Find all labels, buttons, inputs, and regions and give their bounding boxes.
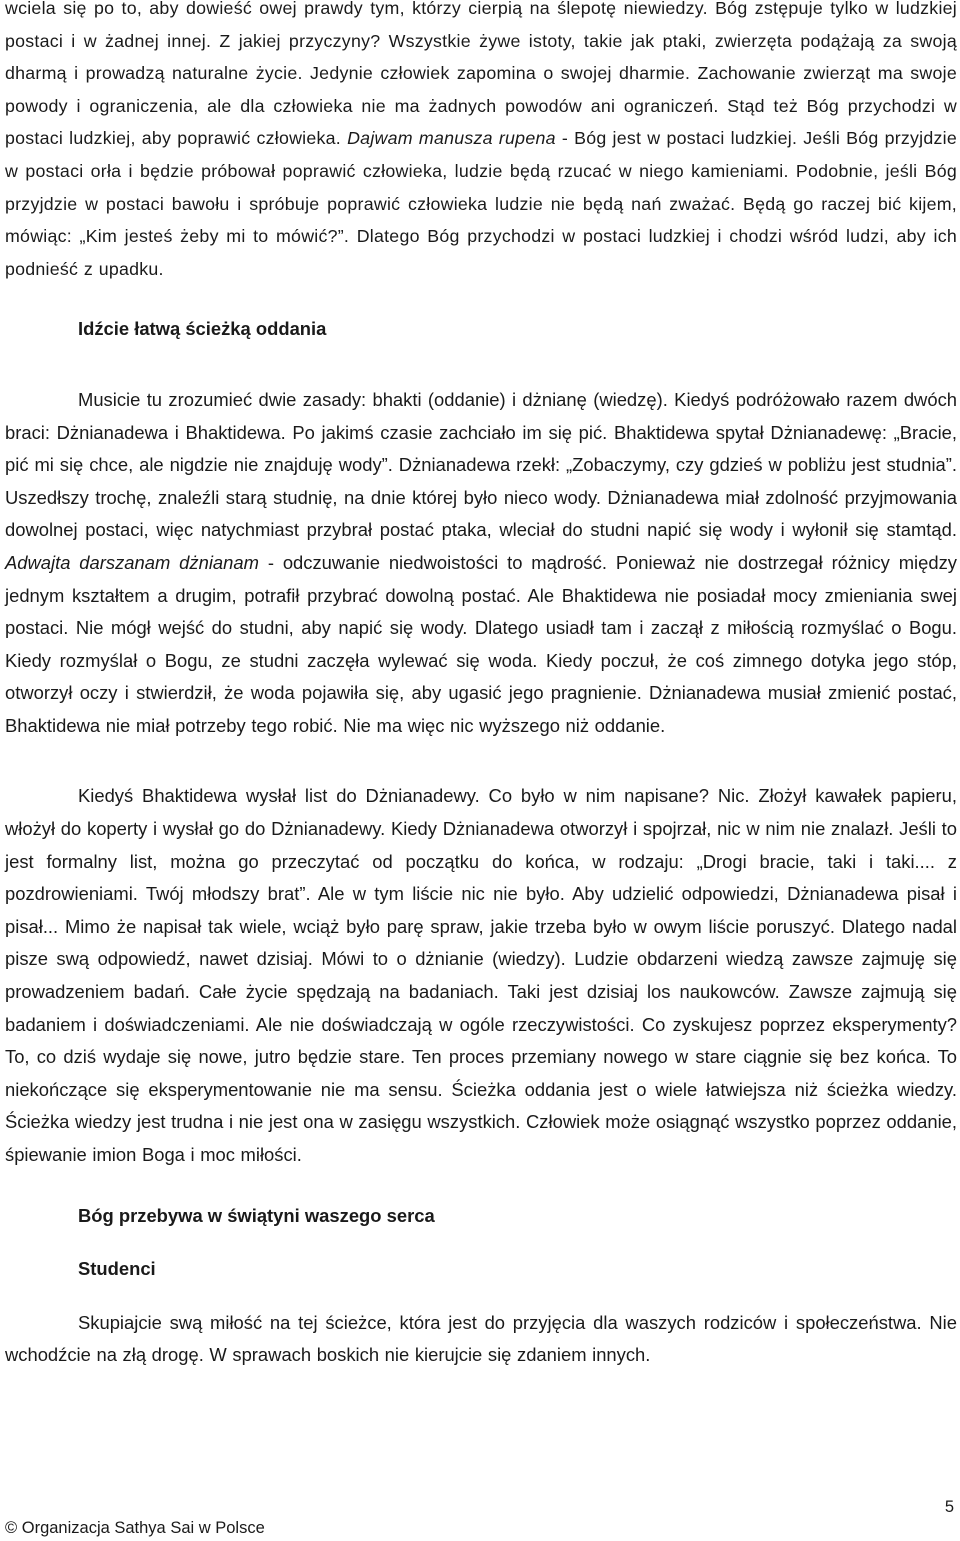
- document-body: [5, 0, 957, 1372]
- page-number: 5: [944, 1498, 954, 1516]
- paragraph-intro-text: wciela się po to, aby dowieść owej prawdy tym, którzy cierpią na ślepotę niewiedzy. Bóg zstępuje tylko w ludzkiej postaci i w żadnej innej. Z jakiej przyczyny? Wszystkie żywe istoty, takie jak ptaki, zwierzęta podążają za swoją dharmą i prowadzą naturalne życie. Jedynie człowiek zapomina o swojej dharmie.: [5, 0, 957, 84]
- sanskrit-phrase-dajwam: Dajwam manusza rupena: [347, 128, 556, 149]
- paragraph-animals-text: Zachowanie zwierząt ma swoje powody i ograniczenia, ale dla człowieka nie ma żadnych powodów ani ograniczeń. Stąd też Bóg przychodzi w postaci ludzkiej, aby poprawić człowieka.: [5, 63, 957, 149]
- paragraph-students: Skupiajcie swą miłość na tej ścieżce, która jest do przyjęcia dla waszych rodziców i społeczeństwa. Nie wchodźcie na złą drogę. W sprawach boskich nie kierujcie się zdaniem innych.: [5, 1311, 957, 1366]
- paragraph-letter: Kiedyś Bhaktidewa wysłał list do Dżnianadewy. Co było w nim napisane? Nic. Złożył kawałek papieru, włożył do koperty i wysłał go do Dżnianadewy. Kiedy Dżnianadewa otworzył i spojrzał, nic w nim nie znalazł. Jeśli to jest formalny list, można go przeczytać od początku do końca, w rodzaju: „Drogi bracie, taki i taki.... z pozdrowieniami. Twój młodszy brat”. Ale w tym liście nic nie było. Aby udzielić odpowiedzi, Dżnianadewa pisał i pisał... Mimo że napisał tak wiele, wciąż było parę spraw, jakie trzeba było w owym liście poruszyć. Dlatego nadal pisze swą odpowiedź, nawet dzisiaj. Mówi to o dżnianie (wiedzy). Ludzie obdarzeni wiedzą zawsze zajmuję się prowadzeniem badań. Całe życie spędzają na badaniach. Taki jest dzisiaj los naukowców. Zawsze zajmują się badaniem i doświadczeniami. Ale nie doświadczają w ogóle rzeczywistości. Co zyskujesz poprzez eksperymenty? To, co dziś wydaje się nowe, jutro będzie stare. Ten proces przemiany nowego w stare ciągnie się bez końca. To niekończące się eksperymentowanie nie ma sensu. Ścieżka oddania jest o wiele łatwiejsza niż ścieżka wiedzy. Ścieżka wiedzy jest trudna i nie jest ona w zasięgu wszystkich. Człowiek może osiągnąć wszystko poprzez oddanie, śpiewanie imion Boga i moc miłości.: [5, 785, 957, 1165]
- paragraph-two-brothers: [5, 384, 957, 743]
- heading-easy-path: Idźcie łatwą ścieżką oddania: [78, 318, 327, 340]
- paragraph-two-brothers-text: Musicie tu zrozumieć dwie zasady: bhakti (oddanie) i dżnianę (wiedzę). Kiedyś podróżowało razem dwóch braci: Dżnianadewa i Bhaktidewa. Po jakimś czasie zachciało im się pić. Bhaktidewa spytał Dżnianadewę: „Bracie, pić mi się chce, ale nigdzie nie znajduję wody”. Dżnianadewa rzekł: „Zobaczymy, czy gdzieś w pobliżu jest studnia”. Uszedłszy trochę, znaleźli starą studnię, na dnie której było nieco wody. Dżnianadewa miał zdolność przyjmowania dowolnej postaci, więc natychmiast przybrał postać ptaka, wleciał do studni napić się wody i wyłonił się stamtąd.: [5, 388, 957, 541]
- paragraph-human-form-text: - Bóg jest w postaci ludzkiej. Jeśli Bóg przyjdzie w postaci orła i będzie próbował poprawić człowieka, ludzie będą rzucać w niego kamieniami. Podobnie, jeśli Bóg przyjdzie w postaci bawołu i spróbuje poprawić człowieka ludzie nie będą nań zważać. Będą go raczej bić kijem, mówiąc: „Kim jesteś żeby mi to mówić?”. Dlatego Bóg przychodzi w postaci ludzkiej i chodzi wśród ludzi, aby ich podnieść z upadku.: [5, 128, 957, 279]
- paragraph-devotion-text: - odczuwanie niedwoistości to mądrość. Ponieważ nie dostrzegał różnicy między jednym kształtem a drugim, potrafił przybrać dowolną postać. Ale Bhaktidewa nie posiadał mocy zmieniania swej postaci. Nie mógł wejść do studni, aby napić się wody. Dlatego usiadł tam i zaczął z miłością rozmyślać o Bogu. Kiedy rozmyślał o Bogu, ze studni zaczęła wylewać się woda. Kiedy poczuł, że coś zimnego dotyka jego stóp, otworzył oczy i stwierdził, że woda pojawiła się, aby ugasić jego pragnienie. Dżnianadewa musiał zmienić postać, Bhaktidewa nie miał potrzeby tego robić. Nie ma więc nic wyższego niż oddanie.: [5, 551, 957, 736]
- footer-copyright: © Organizacja Sathya Sai w Polsce: [5, 1519, 265, 1537]
- paragraph-intro: [5, 0, 957, 285]
- heading-students: Studenci: [78, 1258, 156, 1280]
- sanskrit-phrase-adwajta: Adwajta darszanam dżnianam: [5, 551, 259, 573]
- heading-temple-of-heart: Bóg przebywa w świątyni waszego serca: [78, 1204, 435, 1226]
